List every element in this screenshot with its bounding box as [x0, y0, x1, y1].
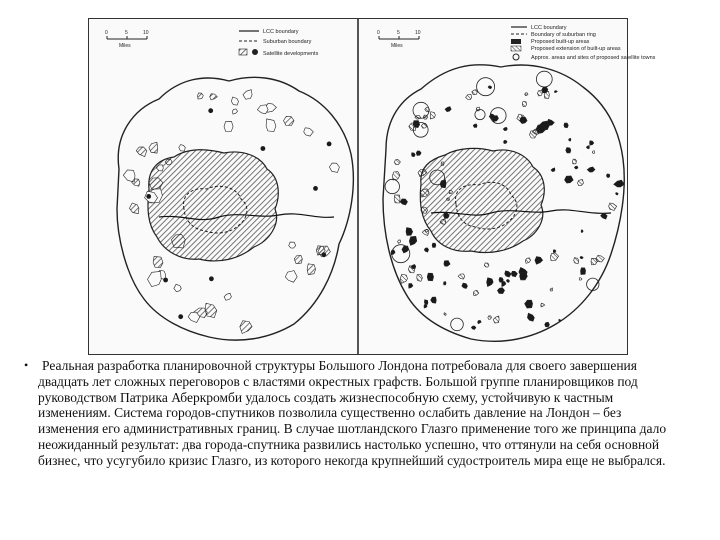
builtup-patch: [409, 284, 413, 289]
builtup-patch: [535, 257, 543, 265]
builtup-patch: [499, 277, 503, 282]
builtup-patch: [503, 127, 507, 130]
builtup-patch: [471, 326, 476, 329]
right-legend: [511, 25, 656, 61]
builtup-patch: [422, 229, 429, 235]
builtup-patch: [586, 146, 589, 149]
builtup-patch: [522, 102, 526, 107]
builtup-patch: [525, 93, 528, 96]
satellite-blob: [231, 97, 238, 105]
satellite-town-site: [477, 78, 495, 96]
satellite-blob: [266, 119, 276, 132]
right-central-builtup: [420, 148, 544, 252]
satellite-blob: [224, 121, 233, 131]
builtup-patch: [564, 123, 568, 128]
legend-label: Approx. areas and sites of proposed satellite towns: [531, 55, 656, 61]
builtup-patch: [545, 322, 550, 327]
satellite-blob: [294, 255, 302, 263]
builtup-patch: [478, 320, 482, 323]
satellite-blob: [179, 145, 186, 152]
builtup-patch: [462, 283, 468, 288]
builtup-patch: [581, 230, 583, 233]
builtup-patch: [559, 319, 562, 321]
builtup-patch: [394, 160, 400, 165]
builtup-patch: [577, 180, 583, 186]
satellite-blob: [136, 147, 147, 157]
satellite-town-site: [451, 318, 464, 331]
satellite-blob: [198, 93, 204, 99]
right-scale-bar: [377, 30, 421, 49]
builtup-patch: [606, 174, 609, 178]
builtup-patch: [525, 300, 533, 308]
builtup-patch: [590, 141, 594, 145]
builtup-patch: [525, 258, 530, 264]
builtup-patch: [417, 275, 423, 282]
builtup-patch: [408, 266, 415, 273]
builtup-patch: [579, 278, 582, 281]
builtup-patch: [574, 258, 579, 264]
builtup-patch: [441, 162, 444, 166]
satellite-blob: [329, 163, 339, 172]
builtup-patch: [592, 151, 595, 154]
satellite-dot: [208, 108, 213, 113]
builtup-patch: [406, 228, 413, 236]
satellite-blob: [205, 303, 217, 317]
satellite-blob: [240, 321, 252, 334]
builtup-patch: [596, 255, 604, 262]
scale-tick: 5: [397, 30, 400, 36]
builtup-patch: [520, 117, 528, 124]
builtup-patch: [554, 91, 557, 93]
builtup-patch: [505, 271, 511, 277]
scale-tick: 5: [125, 30, 128, 36]
builtup-patch: [430, 112, 435, 119]
builtup-patch: [432, 243, 436, 247]
builtup-patch: [427, 273, 433, 281]
builtup-patch: [424, 300, 428, 305]
builtup-patch: [445, 107, 451, 112]
satellite-blob: [289, 242, 296, 248]
builtup-patch: [488, 86, 492, 89]
builtup-patch: [412, 153, 416, 157]
builtup-patch: [551, 168, 555, 172]
satellite-town-site: [392, 245, 410, 263]
builtup-patch: [444, 282, 447, 285]
right-map-panel: [377, 25, 656, 341]
legend-label: Boundary of suburban ring: [531, 32, 596, 38]
left-map-panel: [105, 29, 353, 340]
builtup-patch: [398, 240, 401, 243]
builtup-patch: [553, 250, 556, 253]
satellite-blob: [174, 284, 182, 291]
satellite-blob: [304, 128, 314, 136]
builtup-patch: [614, 180, 625, 187]
builtup-patch: [527, 313, 534, 321]
builtup-patch: [573, 159, 577, 164]
legend-label: LCC boundary: [263, 29, 299, 35]
builtup-patch: [566, 148, 571, 154]
legend-label: Suburban boundary: [263, 39, 312, 45]
builtup-patch: [416, 151, 421, 156]
builtup-patch: [541, 303, 545, 307]
satellite-town-site: [475, 110, 485, 120]
builtup-patch: [537, 90, 542, 96]
builtup-patch: [444, 313, 446, 316]
builtup-patch: [400, 274, 407, 283]
satellite-blob: [232, 109, 237, 114]
builtup-patch: [581, 268, 586, 275]
builtup-patch: [542, 87, 548, 93]
builtup-patch: [550, 253, 558, 261]
satellite-dot: [321, 252, 326, 257]
satellite-blob: [285, 271, 297, 283]
builtup-patch: [402, 246, 409, 253]
builtup-patch: [574, 166, 578, 169]
builtup-patch: [504, 140, 508, 143]
satellite-dot: [146, 194, 151, 199]
left-central-builtup: [148, 150, 278, 261]
builtup-patch: [591, 258, 597, 265]
builtup-patch: [565, 176, 574, 183]
satellite-town-site: [385, 179, 399, 193]
builtup-patch: [421, 124, 427, 129]
caption-block: [24, 358, 678, 469]
satellite-blob: [257, 105, 268, 114]
satellite-blob: [148, 272, 162, 287]
left-legend: [239, 29, 319, 57]
legend-label: Proposed extension of built-up areas: [531, 46, 621, 52]
satellite-blob: [149, 142, 158, 153]
builtup-patch: [550, 288, 553, 291]
builtup-patch: [569, 138, 571, 141]
builtup-patch: [493, 316, 499, 323]
builtup-patch: [580, 256, 583, 258]
builtup-patch: [547, 119, 554, 125]
scale-unit: Miles: [119, 43, 131, 49]
builtup-patch: [431, 297, 437, 303]
satellite-blob: [243, 90, 252, 100]
satellite-dot: [209, 276, 214, 281]
builtup-patch: [609, 203, 617, 210]
satellite-blob: [224, 293, 231, 300]
builtup-patch: [424, 248, 428, 252]
builtup-patch: [424, 305, 427, 308]
builtup-patch: [506, 280, 509, 283]
builtup-patch: [601, 214, 608, 220]
satellite-dot: [261, 146, 266, 151]
builtup-patch: [400, 199, 408, 205]
satellite-blob: [153, 256, 163, 267]
legend-label: LCC boundary: [531, 25, 567, 31]
bullet-marker: •: [24, 358, 29, 372]
satellite-blob: [307, 264, 316, 275]
satellite-blob: [284, 116, 295, 125]
scale-tick: 0: [105, 30, 108, 36]
scale-unit: Miles: [391, 43, 403, 49]
builtup-patch: [444, 261, 450, 267]
builtup-patch: [458, 274, 465, 279]
satellite-blob: [210, 94, 218, 100]
satellite-dot: [163, 278, 168, 283]
caption-paragraph: Реальная разработка планировочной структуры Большого Лондона потребовала для своего завершения двадцать лет сложных переговоров с властями окрестных графств. Большой группе планировщиков под руководством Патрика Аберкромби удалось создать жизнеспособную схему, устойчивую к частным изменениям. Система городов-спутников позволила существенно ослабить давление на Лондон – без изменения его административных границ. В случае шотландского Глазго применение того же принципа дало неожиданный результат: два города-спутника развились настолько успешно, что оттянули на себя основной бизнес, что усугубило кризис Глазго, из которого некогда крупнейший судостроитель мира еще не выбрался.: [38, 358, 667, 468]
builtup-patch: [409, 236, 417, 245]
legend-label: Satellite developments: [263, 51, 319, 57]
builtup-patch: [616, 193, 619, 195]
scale-tick: 10: [143, 30, 149, 36]
satellite-dot: [313, 186, 318, 191]
panel-divider: [357, 19, 359, 354]
builtup-patch: [488, 316, 492, 320]
builtup-patch: [393, 172, 400, 180]
builtup-patch: [472, 90, 478, 95]
left-scale-bar: [105, 30, 149, 49]
satellite-town-site: [536, 71, 552, 87]
builtup-patch: [473, 290, 478, 295]
satellite-blob: [129, 203, 139, 214]
builtup-patch: [484, 263, 489, 267]
builtup-patch: [466, 94, 472, 99]
builtup-patch: [394, 195, 400, 203]
scale-tick: 10: [415, 30, 421, 36]
builtup-patch: [587, 167, 595, 172]
london-plan-figure: [88, 18, 656, 355]
satellite-dot: [327, 142, 332, 147]
scale-tick: 0: [377, 30, 380, 36]
legend-label: Proposed built-up areas: [531, 39, 590, 45]
builtup-patch: [511, 271, 517, 277]
builtup-patch: [497, 288, 504, 294]
satellite-dot: [178, 314, 183, 319]
builtup-patch: [473, 124, 477, 127]
builtup-patch: [487, 278, 494, 287]
